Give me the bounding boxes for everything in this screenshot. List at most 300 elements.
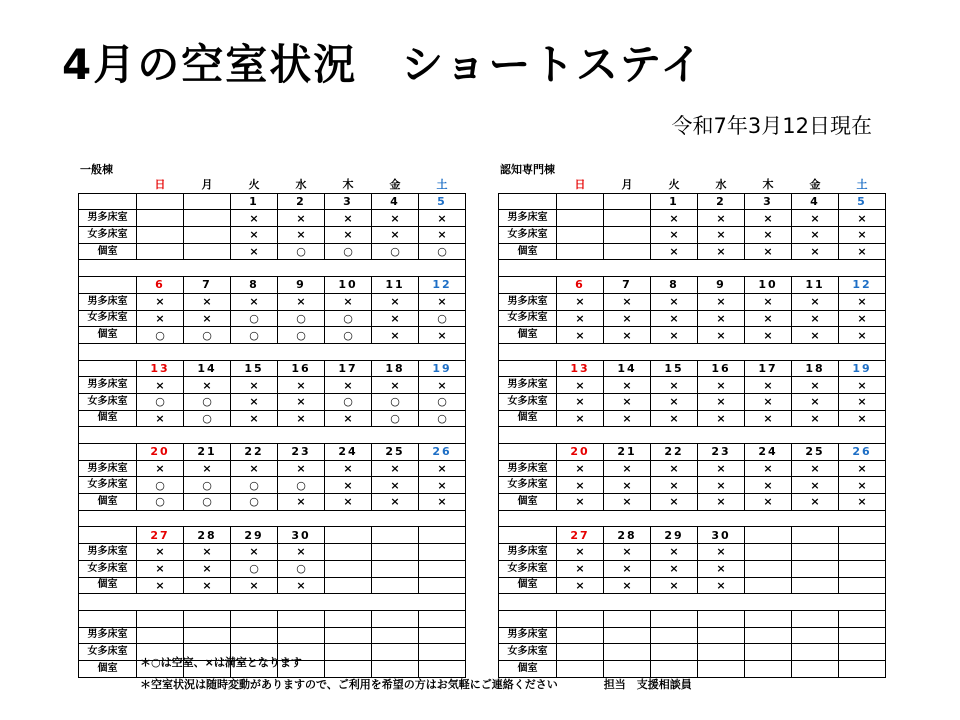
date-cell: 18: [372, 360, 419, 377]
availability-cell: [745, 560, 792, 577]
availability-cell: ×: [839, 327, 886, 344]
availability-cell: ×: [184, 377, 231, 394]
date-cell: [184, 610, 231, 627]
availability-cell: ×: [137, 293, 184, 310]
availability-cell: [698, 644, 745, 661]
availability-cell: ×: [745, 393, 792, 410]
date-cell: 9: [278, 277, 325, 294]
availability-cell: ×: [651, 393, 698, 410]
availability-cell: ×: [278, 494, 325, 511]
availability-cell: [839, 544, 886, 561]
availability-cell: ○: [325, 393, 372, 410]
availability-cell: ×: [372, 494, 419, 511]
availability-cell: ×: [325, 210, 372, 227]
date-cell: 21: [604, 444, 651, 461]
availability-cell: ○: [184, 477, 231, 494]
room-type-label: 個室: [79, 410, 137, 427]
availability-cell: ×: [839, 460, 886, 477]
availability-cell: [419, 560, 466, 577]
date-row: [499, 193, 886, 210]
date-cell: 11: [372, 277, 419, 294]
availability-cell: ×: [604, 544, 651, 561]
availability-cell: ×: [651, 577, 698, 594]
availability-cell: [137, 243, 184, 260]
date-cell: 12: [839, 277, 886, 294]
availability-cell: ×: [372, 310, 419, 327]
date-cell: 8: [231, 277, 278, 294]
availability-cell: ×: [651, 377, 698, 394]
availability-cell: ×: [557, 460, 604, 477]
date-cell: 28: [604, 527, 651, 544]
availability-cell: ○: [278, 310, 325, 327]
date-cell: 14: [184, 360, 231, 377]
availability-cell: ×: [792, 393, 839, 410]
date-cell: [231, 610, 278, 627]
date-cell: 1: [651, 193, 698, 210]
availability-cell: ×: [604, 477, 651, 494]
availability-cell: ×: [792, 210, 839, 227]
availability-cell: [184, 627, 231, 644]
availability-cell: ×: [651, 310, 698, 327]
availability-cell: ×: [184, 460, 231, 477]
room-row: [499, 477, 886, 494]
room-row: [79, 560, 466, 577]
date-cell: [792, 610, 839, 627]
availability-cell: ○: [419, 243, 466, 260]
page-title: 4月の空室状況 ショートステイ: [62, 40, 705, 89]
availability-cell: ×: [698, 460, 745, 477]
date-cell: [137, 193, 184, 210]
date-cell: 30: [278, 527, 325, 544]
date-row-label: [499, 277, 557, 294]
availability-cell: [557, 243, 604, 260]
availability-cell: ×: [137, 377, 184, 394]
availability-cell: ×: [792, 410, 839, 427]
week-spacer: [79, 594, 466, 611]
week-spacer-row: [499, 427, 886, 444]
availability-cell: ○: [419, 393, 466, 410]
weekday-label: 火: [668, 178, 680, 192]
date-cell: 26: [839, 444, 886, 461]
availability-cell: ○: [419, 410, 466, 427]
availability-cell: ×: [839, 243, 886, 260]
date-cell: 28: [184, 527, 231, 544]
availability-cell: ×: [137, 577, 184, 594]
room-row: [79, 227, 466, 244]
date-row-label: [499, 360, 557, 377]
availability-cell: [325, 627, 372, 644]
date-row-label: [79, 444, 137, 461]
availability-cell: [839, 560, 886, 577]
week-spacer-row: [79, 594, 466, 611]
date-row: [499, 444, 886, 461]
room-type-label: 男多床室: [79, 210, 137, 227]
room-type-label: 女多床室: [79, 393, 137, 410]
availability-cell: ○: [325, 327, 372, 344]
availability-cell: ×: [419, 377, 466, 394]
room-type-label: 男多床室: [79, 544, 137, 561]
room-type-label: 女多床室: [79, 310, 137, 327]
date-cell: [604, 610, 651, 627]
room-type-label: 男多床室: [499, 293, 557, 310]
availability-cell: [698, 627, 745, 644]
room-row: [499, 243, 886, 260]
availability-cell: ×: [604, 327, 651, 344]
availability-cell: ○: [184, 327, 231, 344]
date-cell: [184, 193, 231, 210]
availability-cell: [372, 544, 419, 561]
availability-cell: [325, 544, 372, 561]
date-cell: 7: [604, 277, 651, 294]
availability-cell: ×: [137, 310, 184, 327]
availability-cell: [651, 644, 698, 661]
availability-cell: ×: [698, 227, 745, 244]
room-type-label: 男多床室: [499, 544, 557, 561]
room-row: [79, 243, 466, 260]
date-cell: 17: [745, 360, 792, 377]
date-cell: [839, 527, 886, 544]
availability-cell: ×: [745, 494, 792, 511]
date-cell: 5: [839, 193, 886, 210]
date-row-label: [79, 610, 137, 627]
availability-cell: ○: [278, 327, 325, 344]
availability-cell: ×: [839, 410, 886, 427]
weekday-label: 火: [248, 178, 260, 192]
availability-cell: ×: [278, 210, 325, 227]
room-row: [79, 210, 466, 227]
availability-cell: ×: [231, 393, 278, 410]
week-spacer: [79, 260, 466, 277]
date-cell: [372, 527, 419, 544]
date-cell: [792, 527, 839, 544]
availability-cell: ○: [137, 327, 184, 344]
availability-cell: ×: [372, 227, 419, 244]
date-row-label: [79, 193, 137, 210]
availability-cell: ○: [184, 410, 231, 427]
date-cell: [419, 527, 466, 544]
availability-cell: ×: [419, 460, 466, 477]
date-row-label: [499, 193, 557, 210]
date-row: [79, 277, 466, 294]
availability-cell: ×: [698, 293, 745, 310]
date-cell: 12: [419, 277, 466, 294]
room-type-label: 男多床室: [79, 293, 137, 310]
availability-cell: [604, 644, 651, 661]
date-cell: 16: [278, 360, 325, 377]
date-row: [79, 527, 466, 544]
availability-cell: [745, 627, 792, 644]
room-row: [79, 293, 466, 310]
availability-cell: ○: [184, 393, 231, 410]
room-row: [499, 577, 886, 594]
availability-cell: ×: [137, 544, 184, 561]
availability-cell: ○: [231, 310, 278, 327]
availability-cell: ×: [651, 560, 698, 577]
availability-cell: ×: [698, 544, 745, 561]
availability-cell: ○: [278, 560, 325, 577]
room-row: [499, 327, 886, 344]
week-spacer: [499, 510, 886, 527]
week-spacer-row: [499, 510, 886, 527]
availability-cell: ×: [184, 560, 231, 577]
availability-cell: ×: [557, 410, 604, 427]
date-cell: [557, 193, 604, 210]
date-cell: 8: [651, 277, 698, 294]
room-row: [499, 293, 886, 310]
date-cell: [839, 610, 886, 627]
availability-cell: [604, 243, 651, 260]
availability-cell: ×: [745, 327, 792, 344]
week-spacer: [79, 510, 466, 527]
date-cell: [278, 610, 325, 627]
date-cell: [745, 610, 792, 627]
availability-cell: ×: [231, 577, 278, 594]
as-of-date: 令和7年3月12日現在: [671, 114, 872, 138]
availability-cell: [372, 660, 419, 677]
week-spacer: [499, 594, 886, 611]
date-row-label: [79, 360, 137, 377]
availability-cell: ×: [604, 494, 651, 511]
availability-cell: ×: [372, 293, 419, 310]
date-row-label: [79, 277, 137, 294]
weekday-label: 月: [201, 178, 213, 192]
week-spacer: [499, 260, 886, 277]
availability-cell: ×: [557, 577, 604, 594]
availability-cell: ×: [231, 293, 278, 310]
room-row: [499, 644, 886, 661]
availability-cell: ×: [325, 377, 372, 394]
availability-cell: ×: [792, 327, 839, 344]
availability-cell: ×: [604, 410, 651, 427]
date-row: [79, 444, 466, 461]
availability-cell: [604, 627, 651, 644]
weekday-label: 日: [574, 178, 586, 192]
availability-cell: ×: [557, 477, 604, 494]
date-row-label: [499, 444, 557, 461]
date-cell: 9: [698, 277, 745, 294]
date-cell: 4: [372, 193, 419, 210]
availability-cell: [651, 627, 698, 644]
date-cell: 22: [231, 444, 278, 461]
date-cell: 27: [557, 527, 604, 544]
availability-cell: ×: [557, 393, 604, 410]
availability-cell: [745, 644, 792, 661]
availability-cell: [372, 560, 419, 577]
date-cell: 24: [745, 444, 792, 461]
availability-cell: [745, 660, 792, 677]
week-spacer: [499, 343, 886, 360]
availability-cell: ○: [372, 410, 419, 427]
availability-cell: ×: [372, 460, 419, 477]
availability-cell: ×: [792, 243, 839, 260]
room-type-label: 男多床室: [79, 377, 137, 394]
date-cell: 1: [231, 193, 278, 210]
availability-cell: ×: [419, 227, 466, 244]
availability-cell: [184, 210, 231, 227]
availability-cell: ○: [325, 310, 372, 327]
availability-cell: ×: [651, 494, 698, 511]
date-cell: 13: [137, 360, 184, 377]
availability-cell: ×: [278, 544, 325, 561]
availability-cell: ×: [651, 460, 698, 477]
date-cell: 25: [792, 444, 839, 461]
availability-cell: ×: [839, 310, 886, 327]
availability-cell: ×: [604, 377, 651, 394]
availability-cell: ×: [325, 494, 372, 511]
date-cell: 15: [231, 360, 278, 377]
week-spacer-row: [499, 594, 886, 611]
availability-cell: ×: [698, 310, 745, 327]
availability-cell: ×: [792, 494, 839, 511]
availability-cell: [231, 627, 278, 644]
availability-cell: ×: [278, 393, 325, 410]
availability-cell: [372, 577, 419, 594]
section-label-dementia: 認知専門棟: [500, 163, 555, 176]
availability-cell: ○: [278, 477, 325, 494]
availability-cell: ×: [745, 293, 792, 310]
availability-cell: ×: [839, 377, 886, 394]
room-row: [499, 377, 886, 394]
availability-cell: ×: [184, 293, 231, 310]
date-cell: 13: [557, 360, 604, 377]
availability-cell: ×: [278, 377, 325, 394]
availability-cell: ×: [231, 544, 278, 561]
availability-cell: ×: [651, 477, 698, 494]
room-row: [499, 410, 886, 427]
room-type-label: 個室: [499, 660, 557, 677]
availability-cell: ×: [325, 477, 372, 494]
availability-cell: [137, 627, 184, 644]
date-cell: 18: [792, 360, 839, 377]
weekday-label: 土: [436, 178, 448, 192]
weekday-header-row: [79, 177, 466, 193]
availability-cell: [278, 627, 325, 644]
date-cell: 26: [419, 444, 466, 461]
availability-cell: [325, 660, 372, 677]
date-cell: 23: [278, 444, 325, 461]
week-spacer: [79, 343, 466, 360]
room-row: [499, 627, 886, 644]
date-cell: 20: [137, 444, 184, 461]
availability-cell: ×: [557, 310, 604, 327]
availability-cell: ×: [839, 477, 886, 494]
week-spacer-row: [499, 343, 886, 360]
room-type-label: 男多床室: [499, 460, 557, 477]
room-row: [79, 393, 466, 410]
date-cell: 11: [792, 277, 839, 294]
room-type-label: 個室: [499, 410, 557, 427]
availability-cell: [698, 660, 745, 677]
availability-cell: ×: [745, 243, 792, 260]
date-cell: 22: [651, 444, 698, 461]
availability-cell: ×: [419, 210, 466, 227]
room-type-label: 個室: [499, 494, 557, 511]
availability-cell: ×: [231, 377, 278, 394]
availability-cell: ○: [137, 477, 184, 494]
weekday-label: 水: [295, 178, 307, 192]
availability-cell: ×: [792, 460, 839, 477]
availability-cell: ×: [604, 577, 651, 594]
availability-cell: ○: [325, 243, 372, 260]
availability-cell: ×: [184, 544, 231, 561]
availability-cell: ○: [137, 494, 184, 511]
date-cell: 4: [792, 193, 839, 210]
room-type-label: 女多床室: [499, 644, 557, 661]
date-cell: [557, 610, 604, 627]
availability-cell: [745, 577, 792, 594]
availability-cell: [325, 560, 372, 577]
availability-cell: [839, 577, 886, 594]
availability-cell: ×: [745, 477, 792, 494]
room-type-label: 個室: [79, 494, 137, 511]
availability-cell: ○: [184, 494, 231, 511]
room-row: [79, 577, 466, 594]
availability-cell: ×: [792, 310, 839, 327]
availability-cell: ○: [372, 243, 419, 260]
availability-cell: [419, 660, 466, 677]
availability-cell: ×: [651, 410, 698, 427]
date-cell: 14: [604, 360, 651, 377]
availability-cell: [419, 627, 466, 644]
header-spacer: [79, 177, 137, 193]
availability-cell: ×: [651, 544, 698, 561]
availability-cell: [792, 577, 839, 594]
availability-cell: ×: [745, 227, 792, 244]
availability-cell: [557, 660, 604, 677]
availability-cell: ×: [698, 410, 745, 427]
date-cell: 2: [698, 193, 745, 210]
date-cell: 27: [137, 527, 184, 544]
availability-cell: ×: [698, 577, 745, 594]
date-cell: 23: [698, 444, 745, 461]
availability-cell: [792, 560, 839, 577]
room-row: [79, 477, 466, 494]
availability-cell: ×: [278, 293, 325, 310]
date-cell: [325, 610, 372, 627]
date-cell: 6: [557, 277, 604, 294]
availability-cell: ×: [372, 210, 419, 227]
availability-cell: ○: [231, 494, 278, 511]
availability-cell: ×: [325, 227, 372, 244]
room-type-label: 個室: [79, 243, 137, 260]
date-cell: 10: [325, 277, 372, 294]
date-cell: 10: [745, 277, 792, 294]
room-type-label: 女多床室: [79, 560, 137, 577]
date-cell: [372, 610, 419, 627]
availability-cell: ×: [604, 460, 651, 477]
availability-cell: ×: [792, 477, 839, 494]
availability-cell: ×: [698, 560, 745, 577]
availability-cell: [839, 627, 886, 644]
availability-cell: ×: [604, 310, 651, 327]
availability-cell: [137, 210, 184, 227]
availability-cell: ×: [698, 327, 745, 344]
availability-cell: ×: [372, 377, 419, 394]
week-spacer: [499, 427, 886, 444]
availability-cell: ×: [651, 327, 698, 344]
availability-cell: ×: [792, 227, 839, 244]
availability-cell: ×: [839, 393, 886, 410]
availability-cell: [419, 577, 466, 594]
room-type-label: 個室: [499, 577, 557, 594]
room-type-label: 個室: [79, 327, 137, 344]
availability-cell: [184, 243, 231, 260]
availability-cell: ×: [372, 477, 419, 494]
availability-cell: ×: [745, 460, 792, 477]
availability-cell: ○: [231, 327, 278, 344]
room-row: [79, 627, 466, 644]
weekday-label: 日: [154, 178, 166, 192]
